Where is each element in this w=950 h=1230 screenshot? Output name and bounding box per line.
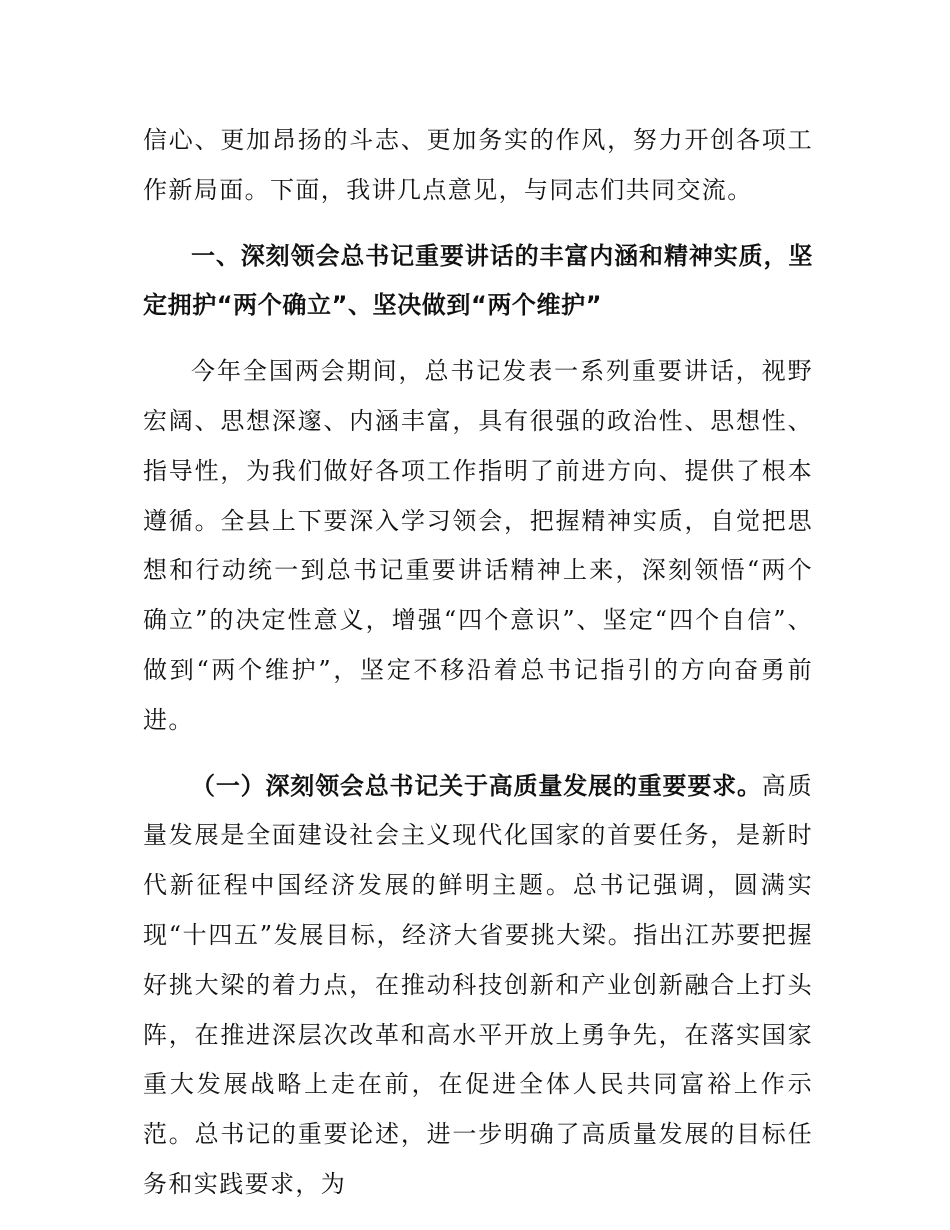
subsection-paragraph — [143, 762, 813, 1210]
spacer — [143, 746, 813, 762]
subsection-body: 高质量发展是全面建设社会主义现代化国家的首要任务，是新时代新征程中国经济发展的鲜明主题。总书记强调，圆满实现“十四五”发展目标，经济大省要挑大梁。指出江苏要把握好挑大梁的着力点，在推动科技创新和产业创新融合上打头阵，在推进深层次改革和高水平开放上勇争先，在落实国家重大发展战略上走在前，在促进全体人民共同富裕上作示范。总书记的重要论述，进一步明确了高质量发展的目标任务和实践要求，为 — [143, 771, 813, 1198]
spacer — [143, 216, 813, 232]
subsection-title: （一）深刻领会总书记关于高质量发展的重要要求。 — [191, 771, 762, 800]
intro-paragraph: 信心、更加昂扬的斗志、更加务实的作风，努力开创各项工作新局面。下面，我讲几点意见，与同志们共同交流。 — [143, 126, 813, 204]
section-heading: 一、深刻领会总书记重要讲话的丰富内涵和精神实质，坚定拥护“两个确立”、坚决做到“两个维护” — [143, 241, 813, 320]
document-body — [143, 116, 813, 1210]
spacer — [143, 331, 813, 347]
section-body-paragraph: 今年全国两会期间，总书记发表一系列重要讲话，视野宏阔、思想深邃、内涵丰富，具有很强的政治性、思想性、指导性，为我们做好各项工作指明了前进方向、提供了根本遵循。全县上下要深入学习领会，把握精神实质，自觉把思想和行动统一到总书记重要讲话精神上来，深刻领悟“两个确立”的决定性意义，增强“四个意识”、坚定“四个自信”、做到“两个维护”，坚定不移沿着总书记指引的方向奋勇前进。 — [143, 357, 813, 734]
